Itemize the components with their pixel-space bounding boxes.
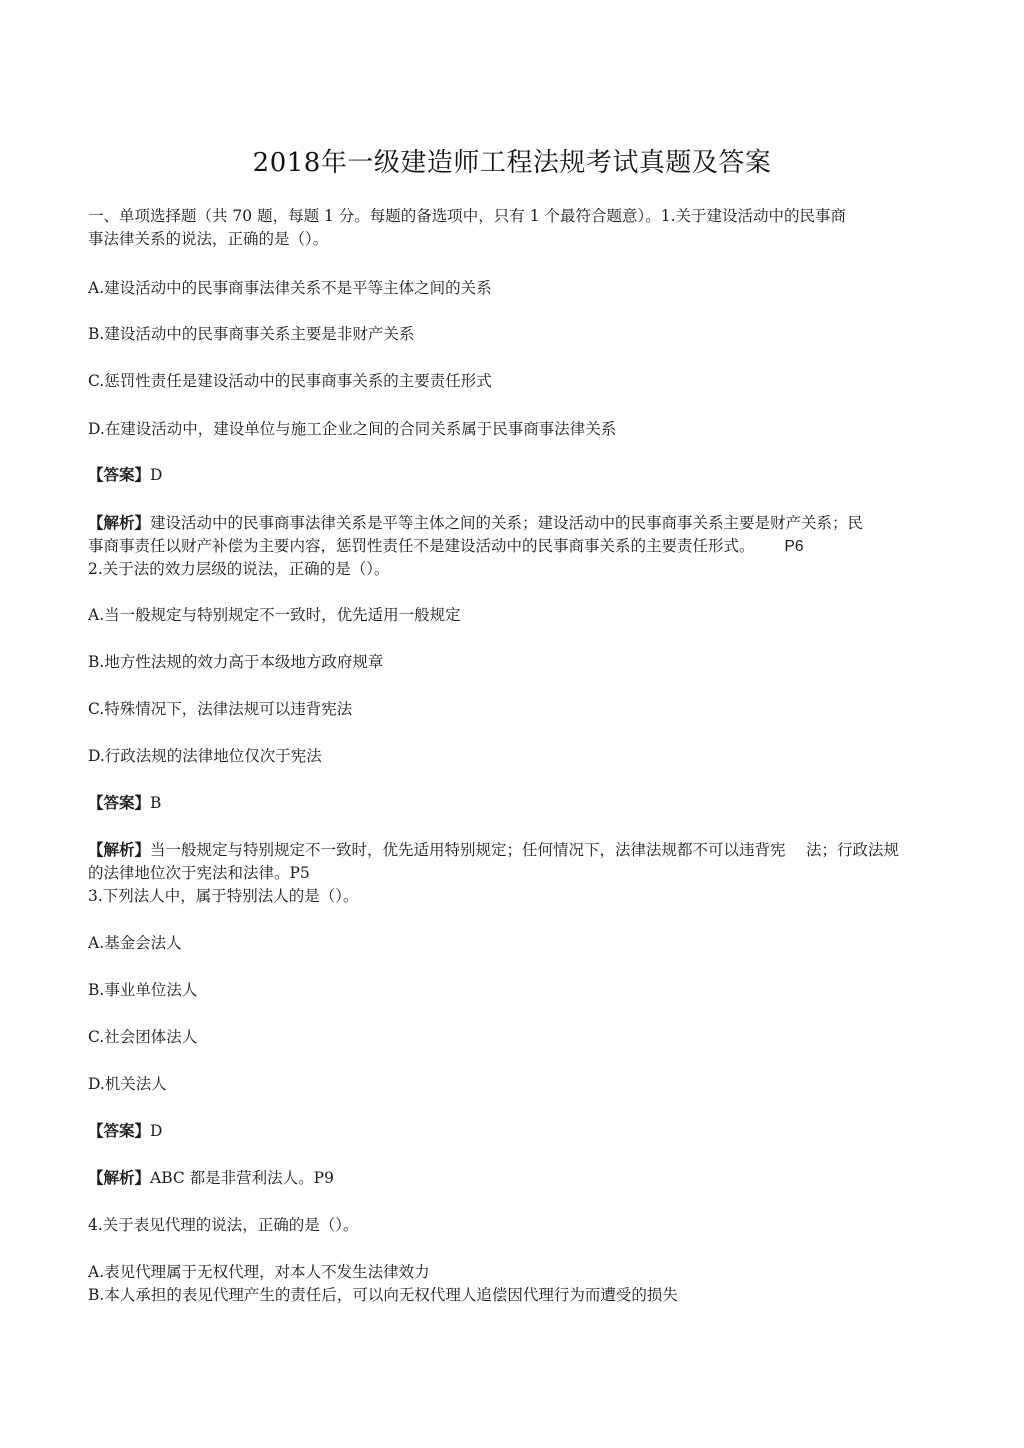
q1-analysis-line-1	[88, 512, 958, 534]
q3-option-c: C.社会团体法人	[88, 1028, 198, 1046]
q1-option-b: B.建设活动中的民事商事关系主要是非财产关系	[88, 325, 415, 343]
q3-option-a: A.基金会法人	[88, 934, 182, 952]
answer-label: 【答案】	[88, 466, 151, 484]
page-reference: P6	[784, 538, 804, 555]
q1-answer	[88, 464, 958, 486]
answer-label: 【答案】	[88, 794, 151, 812]
q1-option-c: C.惩罚性责任是建设活动中的民事商事关系的主要责任形式	[88, 372, 492, 390]
q3-question: 3.下列法人中，属于特别法人的是（）。	[88, 887, 359, 905]
section-intro-line-1: 一、单项选择题（共 70 题，每题 1 分。每题的备选项中，只有 1 个最符合题意）。1.关于建设活动中的民事商	[88, 207, 847, 225]
q2-option-d: D.行政法规的法律地位仅次于宪法	[88, 747, 322, 765]
q2-option-b: B.地方性法规的效力高于本级地方政府规章	[88, 653, 384, 671]
answer-value: D	[150, 1122, 163, 1140]
answer-value: D	[150, 466, 163, 484]
q4-option-b: B.本人承担的表见代理产生的责任后，可以向无权代理人追偿因代理行为而遭受的损失	[88, 1286, 678, 1304]
q1-option-d: D.在建设活动中，建设单位与施工企业之间的合同关系属于民事商事法律关系	[88, 420, 617, 438]
analysis-text: 事商事责任以财产补偿为主要内容，惩罚性责任不是建设活动中的民事商事关系的主要责任形式。	[88, 537, 755, 555]
q4-option-a: A.表见代理属于无权代理，对本人不发生法律效力	[88, 1263, 430, 1281]
q2-question: 2.关于法的效力层级的说法，正确的是（）。	[88, 560, 390, 578]
answer-label: 【答案】	[88, 1122, 151, 1140]
analysis-label: 【解析】	[88, 1169, 151, 1187]
section-intro-line-2: 事法律关系的说法，正确的是（）。	[88, 230, 329, 248]
q2-analysis-line-2: 的法律地位次于宪法和法律。P5	[88, 864, 310, 882]
analysis-text: 建设活动中的民事商事法律关系是平等主体之间的关系；建设活动中的民事商事关系主要是财产关系；民	[150, 514, 864, 532]
page-title: 2018年一级建造师工程法规考试真题及答案	[252, 148, 772, 178]
analysis-label: 【解析】	[88, 841, 151, 859]
q1-analysis-line-2	[88, 535, 958, 558]
q2-option-a: A.当一般规定与特别规定不一致时，优先适用一般规定	[88, 606, 461, 624]
q3-option-b: B.事业单位法人	[88, 981, 198, 999]
q3-analysis	[88, 1167, 958, 1189]
q2-option-c: C.特殊情况下，法律法规可以违背宪法	[88, 700, 353, 718]
q3-option-d: D.机关法人	[88, 1075, 167, 1093]
analysis-text: ABC 都是非营利法人。P9	[150, 1169, 334, 1187]
q3-answer	[88, 1120, 958, 1142]
q2-answer	[88, 792, 958, 814]
analysis-label: 【解析】	[88, 514, 151, 532]
q1-option-a: A.建设活动中的民事商事法律关系不是平等主体之间的关系	[88, 279, 492, 297]
answer-value: B	[150, 794, 162, 812]
q2-analysis-line-1	[88, 839, 958, 861]
q4-question: 4.关于表见代理的说法，正确的是（）。	[88, 1216, 359, 1234]
analysis-text: 当一般规定与特别规定不一致时，优先适用特别规定；任何情况下，法律法规都不可以违背宪 法；行政法规	[150, 841, 899, 859]
